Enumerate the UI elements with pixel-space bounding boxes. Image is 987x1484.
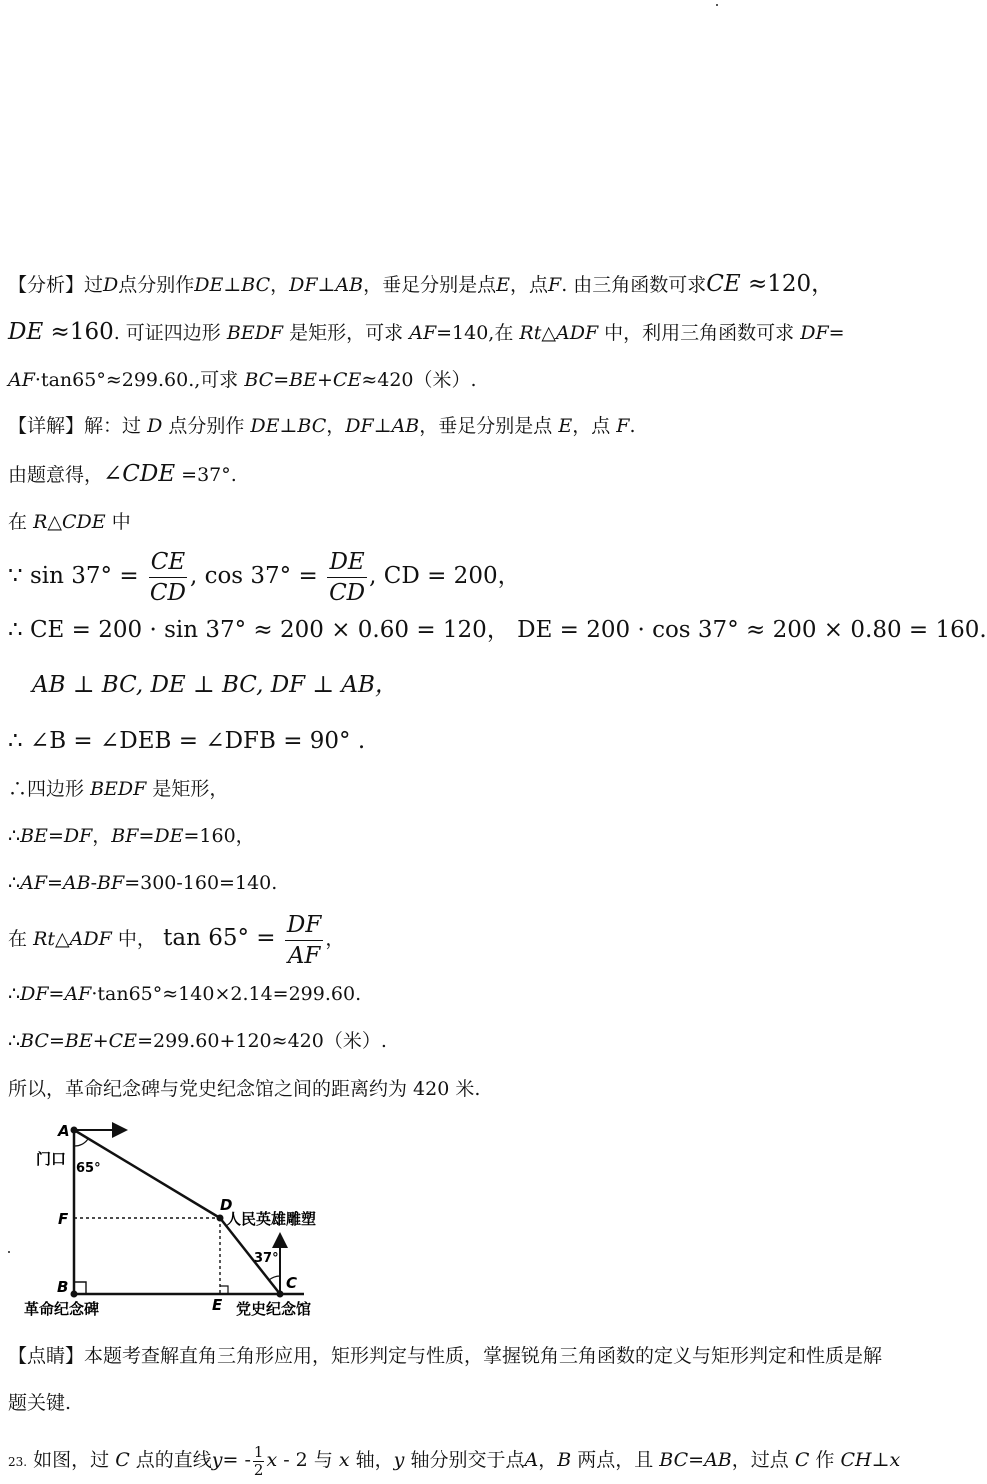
analysis-line-1: 【分析】过D点分别作DE⊥BC，DF⊥AB，垂足分别是点E，点F. 由三角函数可求CE ≈120， <box>8 271 835 297</box>
label-c: C <box>286 1274 298 1292</box>
label-angle-65: 65° <box>76 1161 101 1176</box>
solution-line-12: ∴DF=AF·tan65°≈140×2.14=299.60. <box>8 983 362 1005</box>
angle-arc-65 <box>74 1139 88 1146</box>
fraction-one-half: $\frac{1}{2}$ <box>253 1442 264 1479</box>
geometry-figure <box>24 1122 354 1322</box>
solution-line-4: ∵ sin 37° = $\frac{CE}{CD}$ , cos 37° = $\frac{DE}{CD}$ , CD = 200， <box>8 548 521 606</box>
label-angle-37: 37° <box>254 1251 279 1266</box>
solution-line-11: 在 Rt△ADF 中， tan 65° = $\frac{DF}{AF}$ ， <box>8 911 345 969</box>
solution-line-8: ∴四边形 BEDF 是矩形， <box>8 778 229 800</box>
solution-line-5: ∴ CE = 200 · sin 37° ≈ 200 × 0.60 = 120， DE = 200 · cos 37° ≈ 200 × 0.80 = 160. <box>8 617 987 643</box>
fraction-df-af: $\frac{DF}{AF}$ <box>286 911 322 969</box>
label-d: D <box>220 1196 233 1214</box>
fraction-de-cd: $\frac{DE}{CD}$ <box>329 548 366 606</box>
label-monument: 革命纪念碑 <box>24 1300 100 1318</box>
fraction-ce-cd: $\frac{CE}{CD}$ <box>149 548 186 606</box>
point-d <box>217 1215 224 1222</box>
question-23: 23. 如图，过 C 点的直线y= - $\frac{1}{2}$ x - 2 与 x 轴，y 轴分别交于点A，B 两点，且 BC=AB，过点 C 作 CH⊥x <box>8 1442 901 1479</box>
point-b <box>71 1291 78 1298</box>
solution-line-9: ∴BE=DF，BF=DE=160， <box>8 825 255 847</box>
label-b: B <box>57 1278 69 1296</box>
label-entrance: 门口 <box>36 1150 67 1168</box>
label-a: A <box>58 1122 70 1140</box>
solution-line-1: 【详解】解：过 D 点分别作 DE⊥BC，DF⊥AB，垂足分别是点 E，点 F. <box>8 415 636 437</box>
solution-line-3: 在 R△CDE 中 <box>8 511 131 533</box>
label-sculpture: 人民英雄雕塑 <box>226 1210 317 1228</box>
label-museum: 党史纪念馆 <box>236 1300 312 1318</box>
angle-arc-37 <box>269 1276 280 1280</box>
label-e: E <box>212 1296 223 1314</box>
analysis-line-2: DE ≈160. 可证四边形 BEDF 是矩形，可求 AF=140,在 Rt△ADF 中，利用三角函数可求 DF= <box>8 319 845 345</box>
point-a <box>71 1127 78 1134</box>
speck-top <box>716 4 718 6</box>
solution-line-6: AB ⊥ BC, DE ⊥ BC, DF ⊥ AB， <box>32 672 398 698</box>
solution-line-2: 由题意得，∠CDE =37°. <box>8 461 237 487</box>
solution-line-10: ∴AF=AB-BF=300-160=140. <box>8 872 278 894</box>
comment-line-1: 【点睛】本题考查解直角三角形应用，矩形判定与性质，掌握锐角三角函数的定义与矩形判定和性质是解 <box>8 1345 883 1367</box>
solution-line-13: ∴BC=BE+CE=299.60+120≈420（米）. <box>8 1030 387 1052</box>
analysis-line-3: AF·tan65°≈299.60.,可求 BC=BE+CE≈420（米）. <box>8 369 477 391</box>
solution-conclusion: 所以，革命纪念碑与党史纪念馆之间的距离约为 420 米. <box>8 1078 481 1100</box>
comment-line-2: 题关键. <box>8 1392 72 1414</box>
label-f: F <box>58 1210 69 1228</box>
speck-left <box>8 1251 10 1253</box>
point-c <box>277 1291 284 1298</box>
solution-line-7: ∴ ∠B = ∠DEB = ∠DFB = 90° . <box>8 728 366 754</box>
